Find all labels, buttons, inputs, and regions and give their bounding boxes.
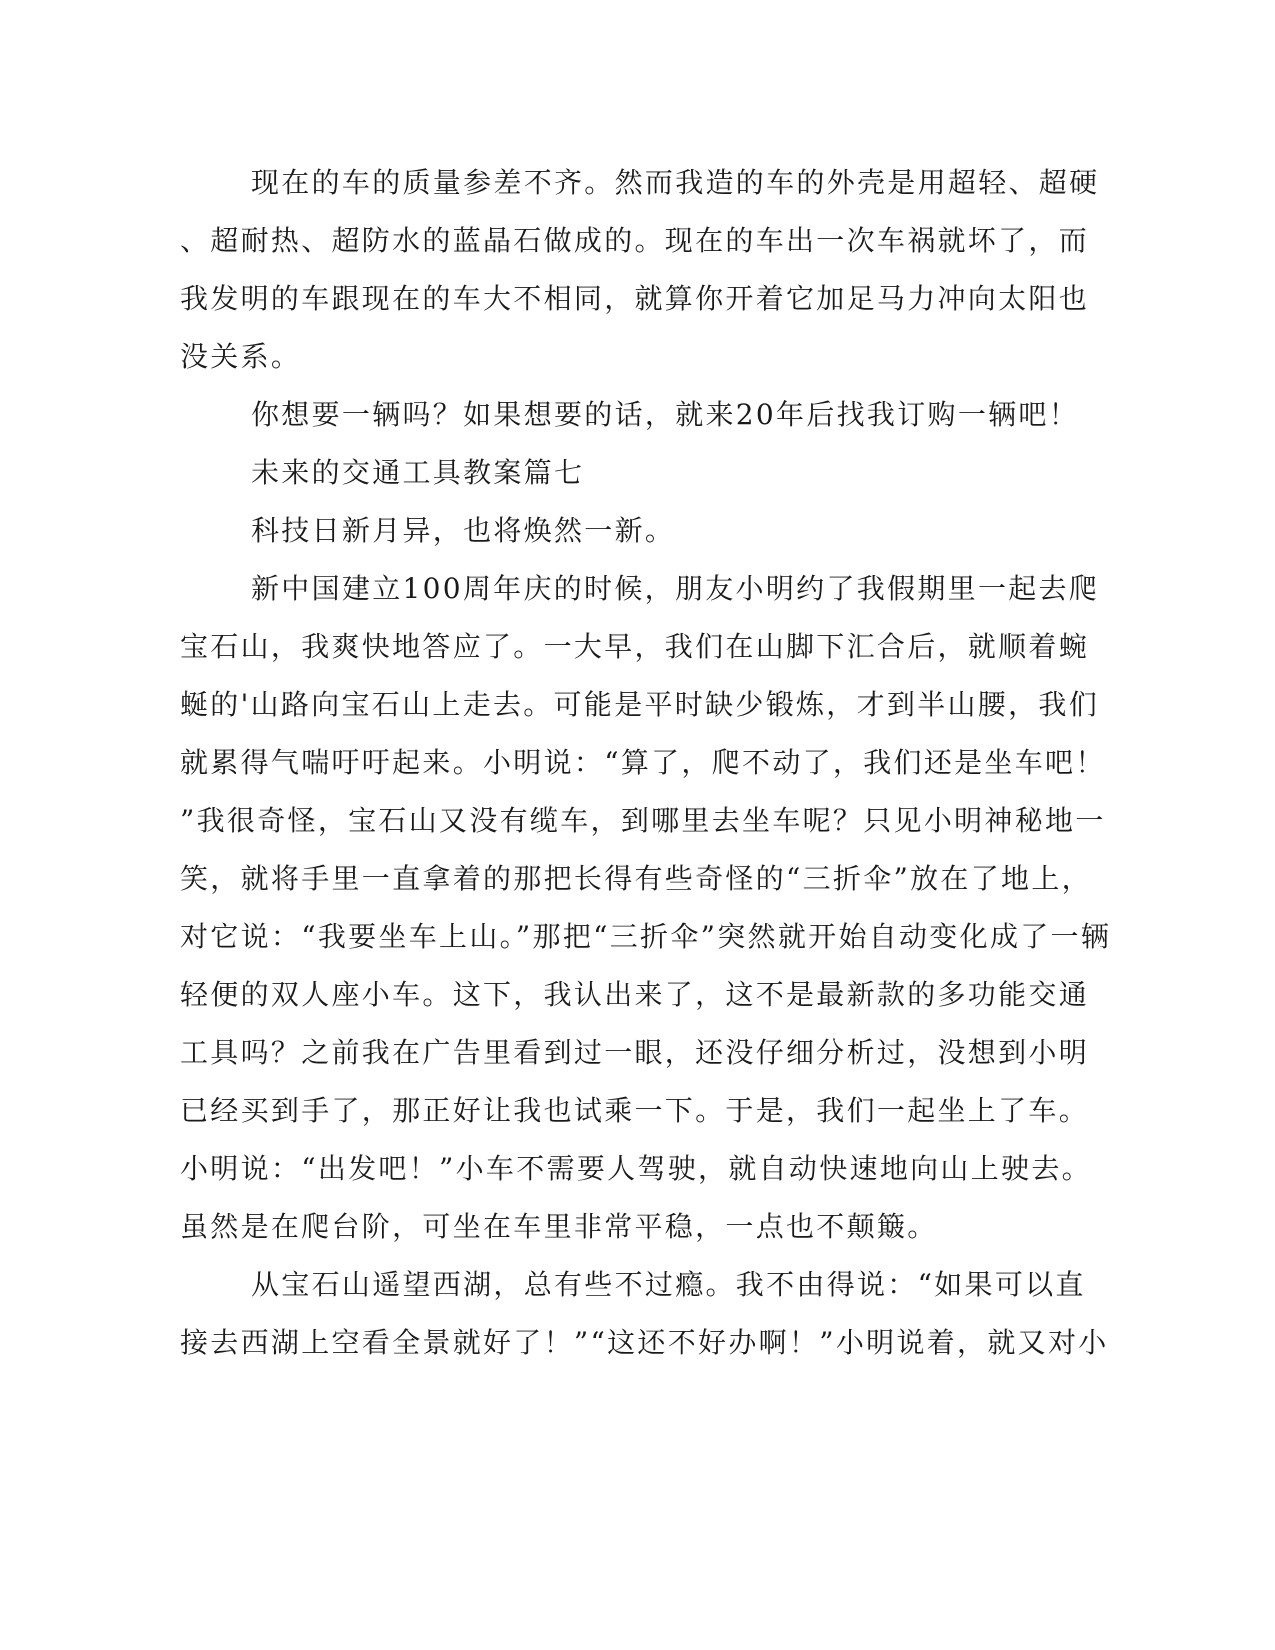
text-line: 工具吗？之前我在广告里看到过一眼，还没仔细分析过，没想到小明 <box>180 1036 1090 1069</box>
text-line: 虽然是在爬台阶，可坐在车里非常平稳，一点也不颠簸。 <box>180 1210 938 1243</box>
text-line: 对它说：“我要坐车上山。”那把“三折伞”突然就开始自动变化成了一辆 <box>180 920 1112 953</box>
text-line: 我发明的车跟现在的车大不相同，就算你开着它加足马力冲向太阳也 <box>180 282 1090 315</box>
text-line: 你想要一辆吗？如果想要的话，就来20年后找我订购一辆吧！ <box>251 398 1080 431</box>
text-line: 现在的车的质量参差不齐。然而我造的车的外壳是用超轻、超硬 <box>251 166 1100 199</box>
text-line: 接去西湖上空看全景就好了！”“这还不好办啊！”小明说着，就又对小 <box>180 1326 1109 1359</box>
text-line: 就累得气喘吁吁起来。小明说：“算了，爬不动了，我们还是坐车吧！ <box>180 746 1106 779</box>
text-line: 已经买到手了，那正好让我也试乘一下。于是，我们一起坐上了车。 <box>180 1094 1090 1127</box>
text-line: 、超耐热、超防水的蓝晶石做成的。现在的车出一次车祸就坏了，而 <box>180 224 1090 257</box>
text-line: ”我很奇怪，宝石山又没有缆车，到哪里去坐车呢？只见小明神秘地一 <box>180 804 1106 837</box>
text-line: 笑，就将手里一直拿着的那把长得有些奇怪的“三折伞”放在了地上， <box>180 862 1092 895</box>
text-line: 宝石山，我爽快地答应了。一大早，我们在山脚下汇合后，就顺着蜿 <box>180 630 1090 663</box>
text-line: 科技日新月异，也将焕然一新。 <box>251 514 676 547</box>
text-line: 没关系。 <box>180 340 302 373</box>
text-line: 从宝石山遥望西湖，总有些不过瘾。我不由得说：“如果可以直 <box>251 1268 1086 1301</box>
text-line: 蜒的'山路向宝石山上走去。可能是平时缺少锻炼，才到半山腰，我们 <box>180 688 1100 721</box>
text-line: 新中国建立100周年庆的时候，朋友小明约了我假期里一起去爬 <box>251 572 1100 605</box>
text-line: 小明说：“出发吧！”小车不需要人驾驶，就自动快速地向山上驶去。 <box>180 1152 1092 1185</box>
section-heading: 未来的交通工具教案篇七 <box>251 456 585 489</box>
text-line: 轻便的双人座小车。这下，我认出来了，这不是最新款的多功能交通 <box>180 978 1090 1011</box>
